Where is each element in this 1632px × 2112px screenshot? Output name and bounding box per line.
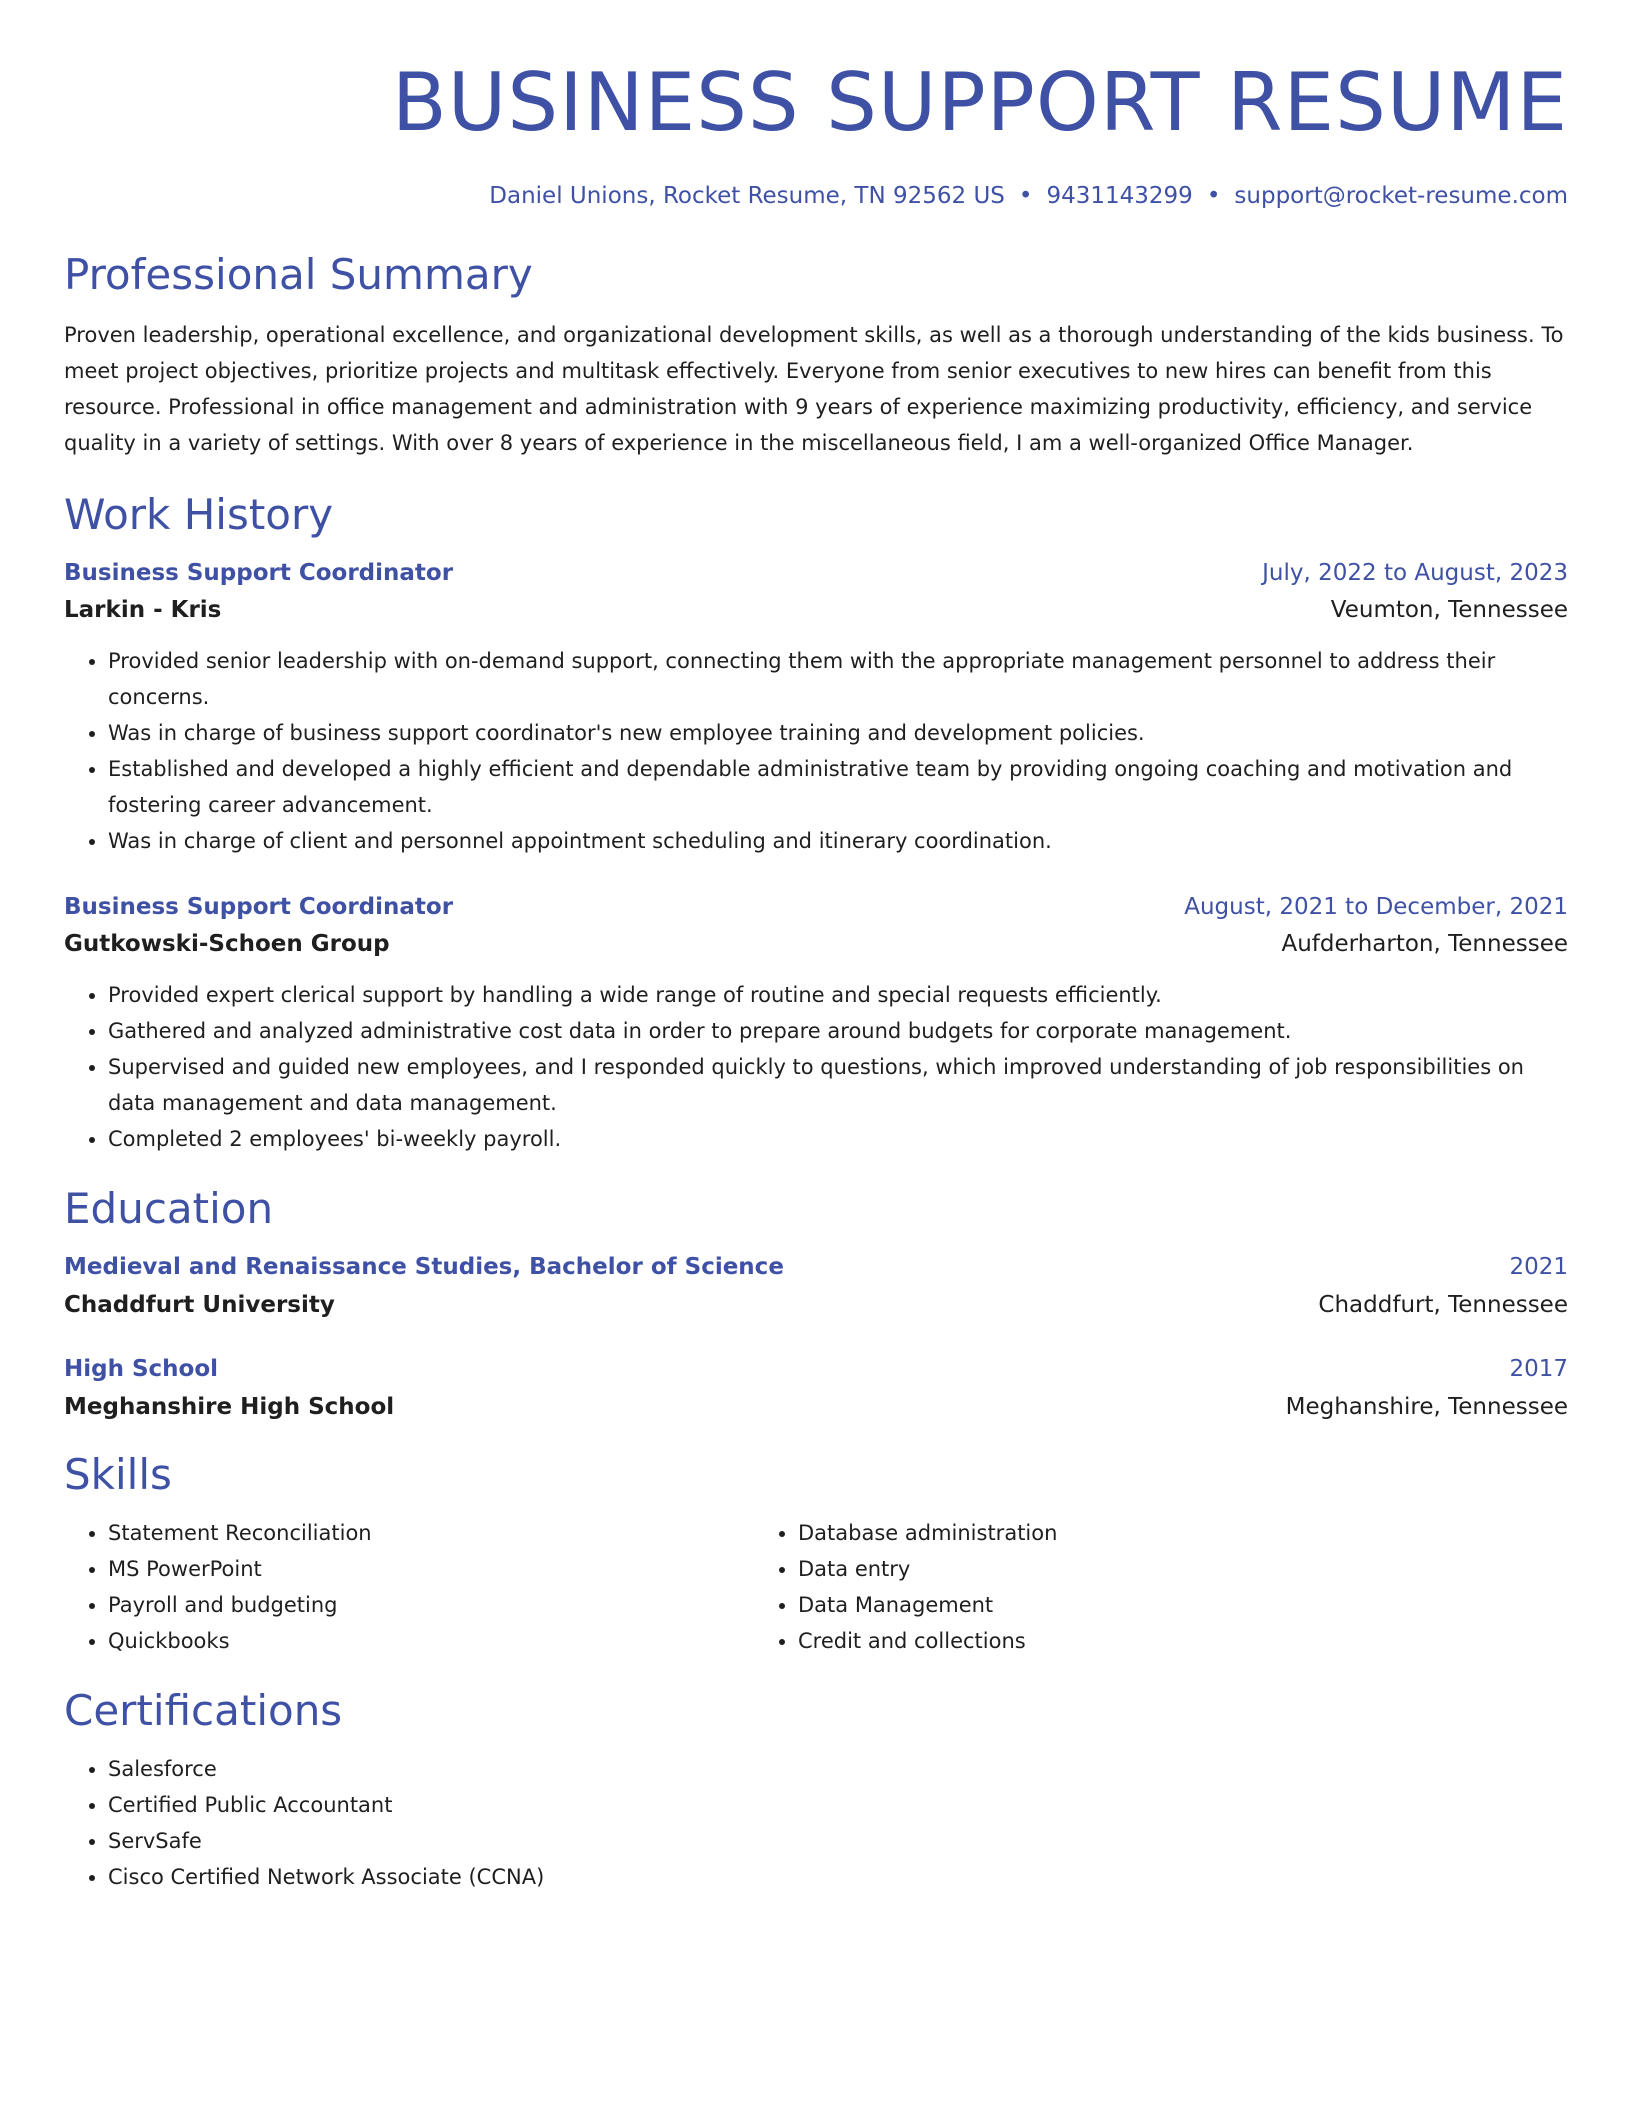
education-entry xyxy=(64,1249,1568,1325)
contact-line xyxy=(64,181,1568,211)
resume-header xyxy=(64,55,1568,211)
section-title-skills: Skills xyxy=(64,1450,172,1499)
contact-separator: • xyxy=(1206,183,1221,209)
job-bullets xyxy=(64,643,1568,859)
certification-item: • Certified Public Accountant xyxy=(108,1787,1568,1823)
education-year: 2017 xyxy=(1509,1356,1568,1382)
skill-item: • Payroll and budgeting xyxy=(108,1587,754,1623)
job-bullets xyxy=(64,977,1568,1157)
education-location: Meghanshire, Tennessee xyxy=(1285,1394,1568,1420)
skills-grid xyxy=(64,1515,1568,1659)
job-bullet: • Was in charge of client and personnel appointment scheduling and itinerary coordination. xyxy=(108,823,1568,859)
contact-email: support@rocket-resume.com xyxy=(1234,183,1568,209)
certifications-list xyxy=(64,1751,1568,1895)
section-title-education: Education xyxy=(64,1184,274,1233)
job-role: Business Support Coordinator xyxy=(64,560,454,586)
skills-column-left xyxy=(64,1515,754,1659)
job-role: Business Support Coordinator xyxy=(64,894,454,920)
job-entry xyxy=(64,555,1568,859)
job-dates: August, 2021 to December, 2021 xyxy=(1184,894,1568,920)
education-location: Chaddfurt, Tennessee xyxy=(1318,1292,1568,1318)
job-bullet: • Gathered and analyzed administrative cost data in order to prepare around budgets for corporate management. xyxy=(108,1013,1568,1049)
job-company: Gutkowski-Schoen Group xyxy=(64,931,390,957)
job-bullet: • Was in charge of business support coordinator's new employee training and development policies. xyxy=(108,715,1568,751)
education-school: Meghanshire High School xyxy=(64,1394,395,1420)
summary-text: Proven leadership, operational excellence, and organizational development skills, as well as a thorough understanding of the kids business. To meet project objectives, prioritize projects and multitask effectively. Everyone from senior executives to new hires can benefit from this resource. Professional in office management and administration with 9 years of experience maximizing productivity, efficiency, and service quality in a variety of settings. With over 8 years of experience in the miscellaneous field, I am a well-organized Office Manager. xyxy=(64,323,1564,455)
job-location: Aufderharton, Tennessee xyxy=(1281,931,1568,957)
resume-title: BUSINESS SUPPORT RESUME xyxy=(391,56,1568,149)
section-title-certifications: Certifications xyxy=(64,1686,343,1735)
job-company: Larkin - Kris xyxy=(64,597,222,623)
certification-item: • Salesforce xyxy=(108,1751,1568,1787)
education-degree: Medieval and Renaissance Studies, Bachelor of Science xyxy=(64,1254,784,1280)
section-title-work-history: Work History xyxy=(64,490,334,539)
job-bullet: • Established and developed a highly efficient and dependable administrative team by providing ongoing coaching and motivation and fostering career advancement. xyxy=(108,751,1568,823)
job-bullet: • Provided senior leadership with on-demand support, connecting them with the appropriate management personnel to address their concerns. xyxy=(108,643,1568,715)
skill-item: • Data entry xyxy=(798,1551,1454,1587)
skill-item: • Credit and collections xyxy=(798,1623,1454,1659)
contact-separator: • xyxy=(1018,183,1033,209)
skill-item: • Statement Reconciliation xyxy=(108,1515,754,1551)
education-entry xyxy=(64,1351,1568,1427)
skill-item: • MS PowerPoint xyxy=(108,1551,754,1587)
skill-item: • Quickbooks xyxy=(108,1623,754,1659)
education-degree: High School xyxy=(64,1356,219,1382)
skill-item: • Data Management xyxy=(798,1587,1454,1623)
job-bullet: • Provided expert clerical support by handling a wide range of routine and special requests efficiently. xyxy=(108,977,1568,1013)
skill-item: • Database administration xyxy=(798,1515,1454,1551)
job-entry xyxy=(64,889,1568,1157)
section-title-summary: Professional Summary xyxy=(64,250,533,299)
job-bullet: • Supervised and guided new employees, and I responded quickly to questions, which improved understanding of job responsibilities on data management and data management. xyxy=(108,1049,1568,1121)
job-bullet: • Completed 2 employees' bi-weekly payroll. xyxy=(108,1121,1568,1157)
certification-item: • Cisco Certified Network Associate (CCNA) xyxy=(108,1859,1568,1895)
job-location: Veumton, Tennessee xyxy=(1330,597,1568,623)
job-dates: July, 2022 to August, 2023 xyxy=(1262,560,1568,586)
contact-address: Daniel Unions, Rocket Resume, TN 92562 US xyxy=(489,183,1005,209)
contact-phone: 9431143299 xyxy=(1046,183,1193,209)
certification-item: • ServSafe xyxy=(108,1823,1568,1859)
education-year: 2021 xyxy=(1509,1254,1568,1280)
skills-column-right xyxy=(754,1515,1454,1659)
education-school: Chaddfurt University xyxy=(64,1292,335,1318)
